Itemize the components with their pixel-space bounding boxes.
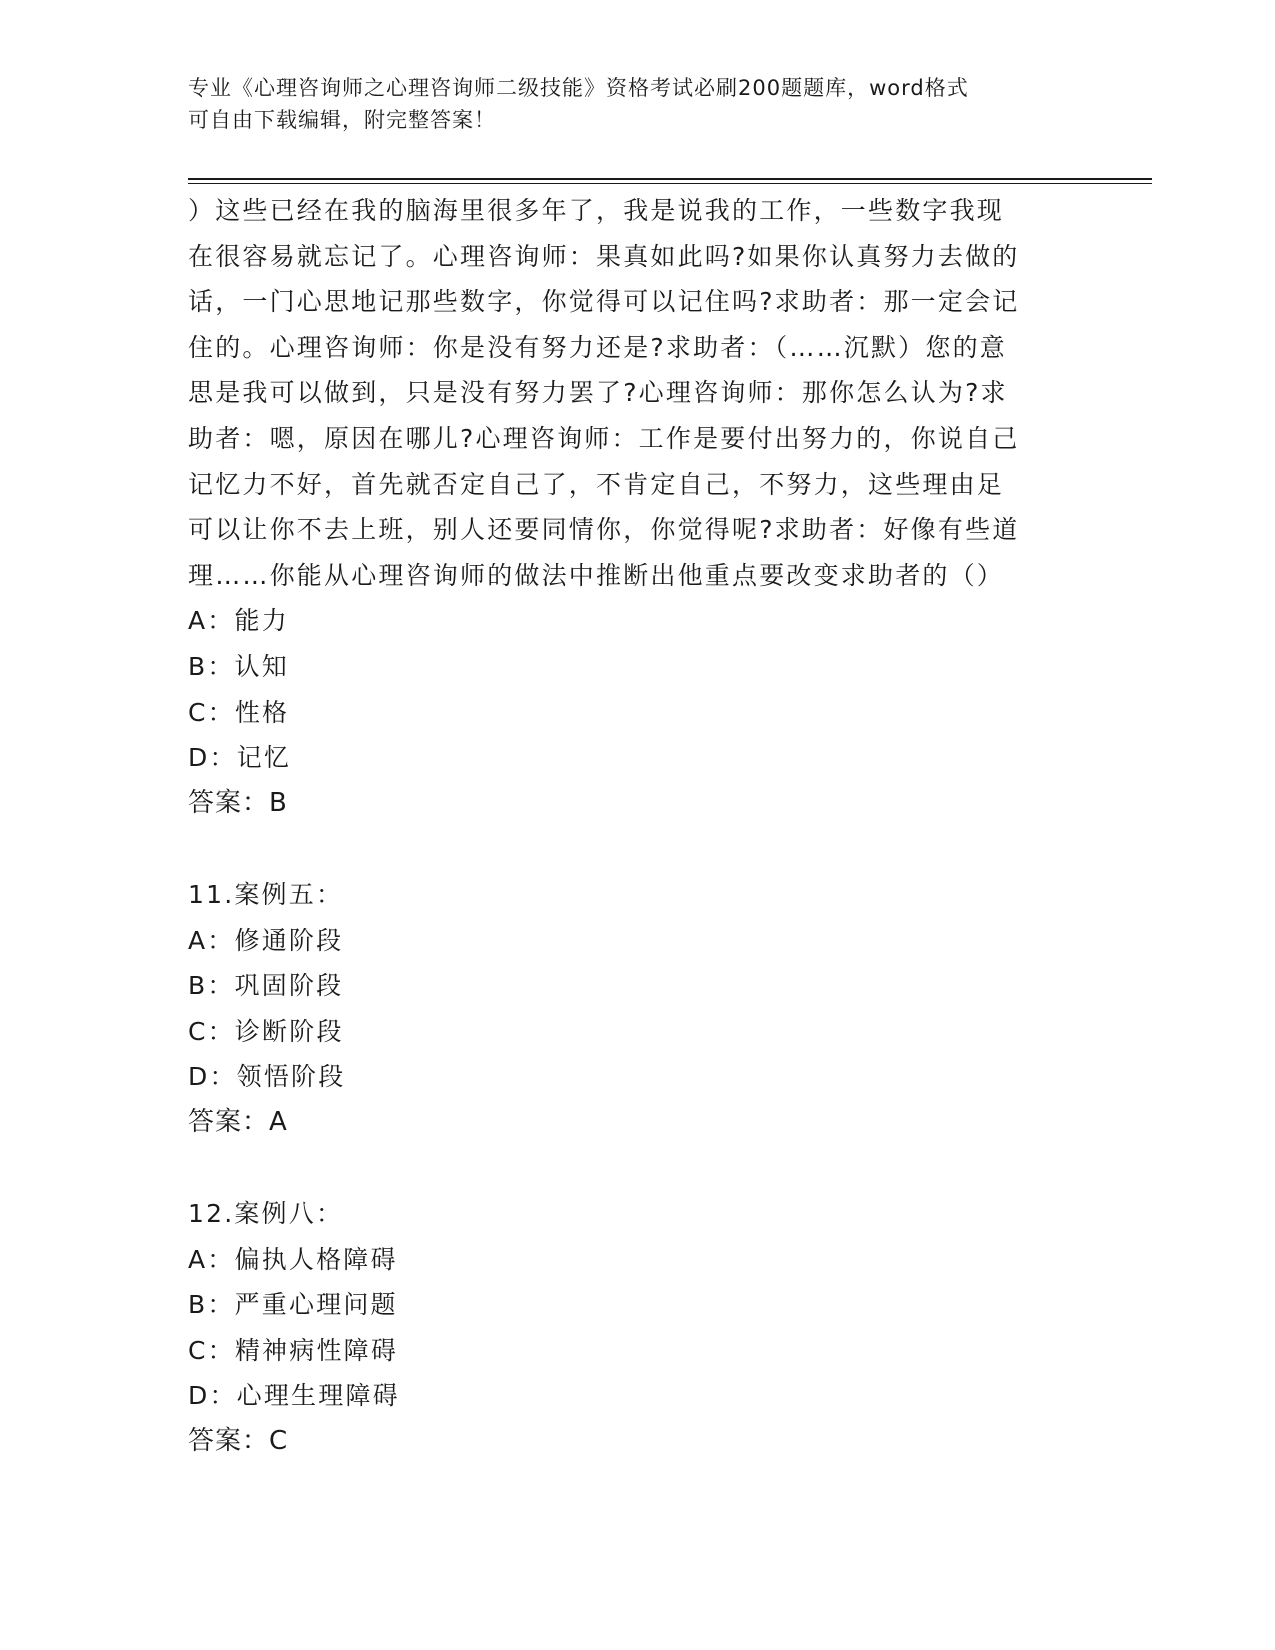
question-title: 12.案例八： (188, 1199, 344, 1229)
answer-line: 答案：A (188, 1106, 288, 1137)
document-header (188, 72, 1088, 136)
question-spacer (188, 826, 1088, 872)
question-spacer (188, 1145, 1088, 1191)
question-stem-line: 思是我可以做到，只是没有努力罢了?心理咨询师：那你怎么认为?求 (188, 378, 1008, 408)
question-stem-line: 话，一门心思地记那些数字，你觉得可以记住吗?求助者：那一定会记 (188, 287, 1020, 317)
header-divider-thin (188, 183, 1152, 184)
question-stem-line: ）这些已经在我的脑海里很多年了，我是说我的工作，一些数字我现 (188, 196, 1005, 225)
option-d: D：记忆 (188, 743, 292, 773)
question-11 (188, 872, 1088, 1146)
question-stem-line: 记忆力不好，首先就否定自己了，不肯定自己，不努力，这些理由足 (188, 469, 1005, 499)
option-d: D：领悟阶段 (188, 1062, 346, 1092)
option-b: B：巩固阶段 (188, 971, 344, 1001)
option-b: B：认知 (188, 651, 289, 681)
header-line-1: 专业《心理咨询师之心理咨询师二级技能》资格考试必刷200题题库，word格式 (188, 76, 969, 100)
question-title: 11.案例五： (188, 879, 344, 909)
option-c: C：性格 (188, 697, 290, 727)
option-a: A：偏执人格障碍 (188, 1244, 398, 1274)
document-body (188, 188, 1088, 1465)
option-c: C：诊断阶段 (188, 1016, 344, 1046)
question-stem-line: 可以让你不去上班，别人还要同情你，你觉得呢?求助者：好像有些道 (188, 515, 1020, 545)
option-b: B：严重心理问题 (188, 1290, 398, 1320)
option-c: C：精神病性障碍 (188, 1335, 399, 1365)
option-a: A：修通阶段 (188, 925, 344, 955)
option-a: A：能力 (188, 606, 289, 636)
question-12 (188, 1191, 1088, 1465)
answer-line: 答案：B (188, 787, 288, 818)
question-10 (188, 188, 1088, 826)
question-stem-line: 住的。心理咨询师：你是没有努力还是?求助者：（……沉默）您的意 (188, 332, 1007, 362)
header-divider-thick (188, 178, 1152, 180)
question-stem-line: 在很容易就忘记了。心理咨询师：果真如此吗?如果你认真努力去做的 (188, 241, 1020, 271)
answer-line: 答案：C (188, 1426, 289, 1457)
header-line-2: 可自由下载编辑，附完整答案！ (188, 108, 496, 132)
question-stem-line: 助者：嗯，原因在哪儿?心理咨询师：工作是要付出努力的，你说自己 (188, 423, 1020, 453)
question-stem-line: 理……你能从心理咨询师的做法中推断出他重点要改变求助者的（） (188, 560, 1005, 590)
option-d: D：心理生理障碍 (188, 1381, 400, 1411)
